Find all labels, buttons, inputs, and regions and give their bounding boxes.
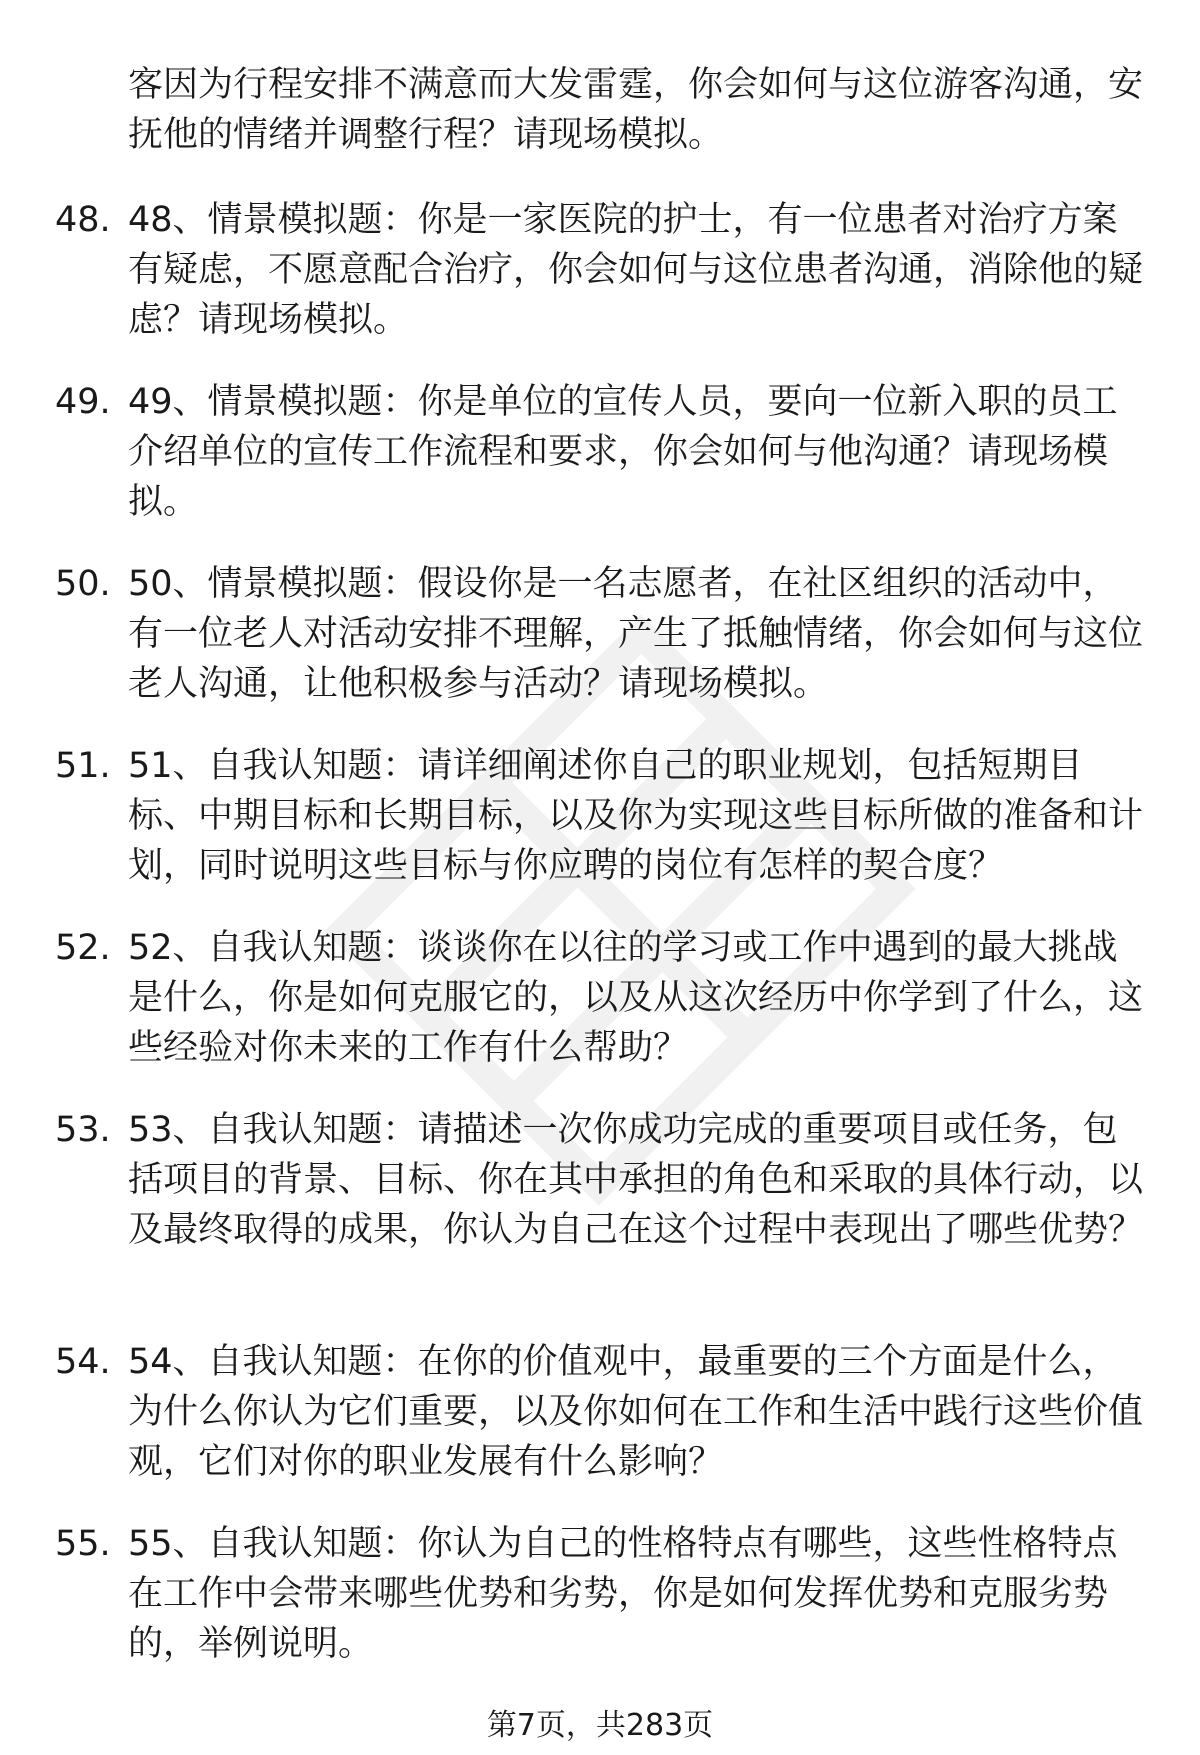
list-item [0,741,1200,903]
item-number: 55. [55,1524,111,1564]
item-text: 50、情景模拟题：假设你是一名志愿者，在社区组织的活动中，有一位老人对活动安排不理解，产生了抵触情绪，你会如何与这位老人沟通，让他积极参与活动？请现场模拟。 [128,564,1144,704]
item-number: 51. [55,746,111,786]
item-text: 52、自我认知题：谈谈你在以往的学习或工作中遇到的最大挑战是什么，你是如何克服它的，以及从这次经历中你学到了什么，这些经验对你未来的工作有什么帮助？ [128,928,1144,1068]
item-number: 48. [55,200,111,240]
item-number: 52. [55,928,111,968]
list-item [0,923,1200,1085]
continuation-text: 客因为行程安排不满意而大发雷霆，你会如何与这位游客沟通，安抚他的情绪并调整行程？请现场模拟。 [128,65,1144,155]
item-number: 54. [55,1342,111,1382]
item-number: 53. [55,1110,111,1150]
item-text: 53、自我认知题：请描述一次你成功完成的重要项目或任务，包括项目的背景、目标、你在其中承担的角色和采取的具体行动，以及最终取得的成果，你认为自己在这个过程中表现出了哪些优势？ [128,1110,1144,1250]
list-item [0,559,1200,721]
item-text: 51、自我认知题：请详细阐述你自己的职业规划，包括短期目标、中期目标和长期目标，以及你为实现这些目标所做的准备和计划，同时说明这些目标与你应聘的岗位有怎样的契合度？ [128,746,1144,886]
list-item [0,1105,1200,1317]
item-text: 49、情景模拟题：你是单位的宣传人员，要向一位新入职的员工介绍单位的宣传工作流程和要求，你会如何与他沟通？请现场模拟。 [128,382,1118,522]
item-text: 55、自我认知题：你认为自己的性格特点有哪些，这些性格特点在工作中会带来哪些优势和劣势，你是如何发挥优势和克服劣势的，举例说明。 [128,1524,1118,1664]
page-footer: 第7页，共283页 [486,1708,714,1743]
item-text: 54、自我认知题：在你的价值观中，最重要的三个方面是什么，为什么你认为它们重要，以及你如何在工作和生活中践行这些价值观，它们对你的职业发展有什么影响？ [128,1342,1144,1482]
list-item [0,1337,1200,1499]
list-item [0,1519,1200,1681]
list-item [0,377,1200,539]
item-text: 48、情景模拟题：你是一家医院的护士，有一位患者对治疗方案有疑虑，不愿意配合治疗，你会如何与这位患者沟通，消除他的疑虑？请现场模拟。 [128,200,1144,340]
question-list [0,195,1200,1701]
item-number: 50. [55,564,111,604]
item-number: 49. [55,382,111,422]
list-item [0,195,1200,357]
